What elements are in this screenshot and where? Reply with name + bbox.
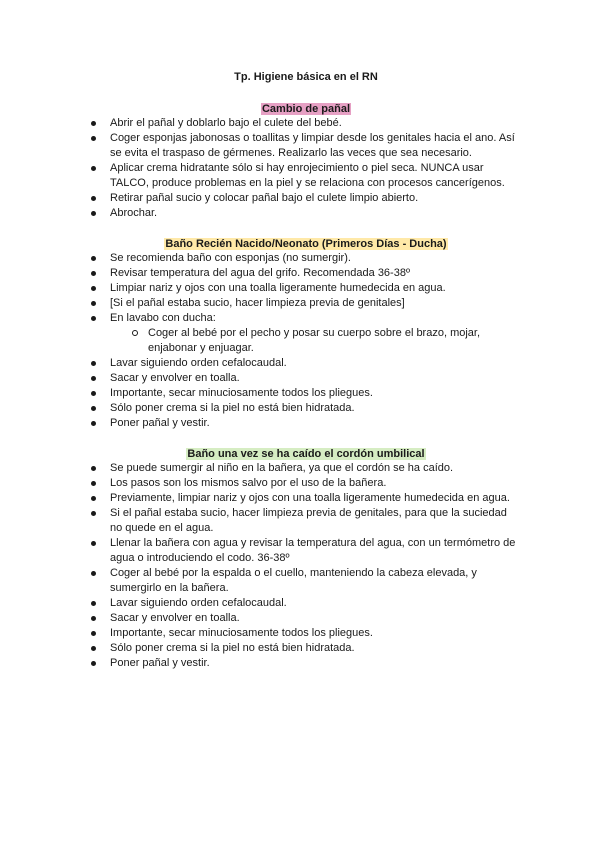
bullet-icon: [91, 616, 96, 621]
sub-list-item: Coger al bebé por el pecho y posar su cuerpo sobre el brazo, mojar, enjabonar y enjuagar.: [110, 326, 522, 356]
section-heading-row: [90, 101, 522, 116]
bullet-icon: [91, 511, 96, 516]
document-body: [90, 70, 522, 671]
list-item: Poner pañal y vestir.: [90, 656, 522, 671]
list-item: Se recomienda baño con esponjas (no sumergir).: [90, 251, 522, 266]
page-title: Tp. Higiene básica en el RN: [234, 71, 378, 83]
list-item: Aplicar crema hidratante sólo si hay enrojecimiento o piel seca. NUNCA usar TALCO, produce problemas en la piel y se relaciona con procesos cancerígenos.: [90, 161, 522, 191]
list-item: Sacar y envolver en toalla.: [90, 371, 522, 386]
bullet-icon: [91, 166, 96, 171]
bullet-icon: [91, 421, 96, 426]
list-item: Coger al bebé por la espalda o el cuello, manteniendo la cabeza elevada, y sumergirlo en la bañera.: [90, 566, 522, 596]
bullet-icon: [91, 136, 96, 141]
bullet-icon: [91, 601, 96, 606]
list-item: Abrir el pañal y doblarlo bajo el culete del bebé.: [90, 116, 522, 131]
tub-bath-list: [90, 461, 522, 671]
bullet-icon: [91, 286, 96, 291]
bullet-icon: [91, 571, 96, 576]
section-heading-newborn-bath: Baño Recién Nacido/Neonato (Primeros Días - Ducha): [165, 238, 447, 250]
spacer: [90, 221, 522, 236]
bullet-icon: [91, 496, 96, 501]
list-item: Si el pañal estaba sucio, hacer limpieza previa de genitales, para que la suciedad no quede en el agua.: [90, 506, 522, 536]
newborn-bath-list: [90, 251, 522, 431]
list-item: Los pasos son los mismos salvo por el uso de la bañera.: [90, 476, 522, 491]
list-item: Limpiar nariz y ojos con una toalla ligeramente humedecida en agua.: [90, 281, 522, 296]
list-item: Abrochar.: [90, 206, 522, 221]
list-item: Previamente, limpiar nariz y ojos con una toalla ligeramente humedecida en agua.: [90, 491, 522, 506]
list-item: Sólo poner crema si la piel no está bien hidratada.: [90, 641, 522, 656]
section-heading-row: [90, 446, 522, 461]
list-item: Importante, secar minuciosamente todos los pliegues.: [90, 386, 522, 401]
section-heading-row: [90, 236, 522, 251]
bullet-icon: [91, 121, 96, 126]
bullet-icon: [91, 466, 96, 471]
bullet-icon: [91, 391, 96, 396]
list-item: Se puede sumergir al niño en la bañera, ya que el cordón se ha caído.: [90, 461, 522, 476]
sub-list: [110, 326, 522, 356]
list-item: [Si el pañal estaba sucio, hacer limpieza previa de genitales]: [90, 296, 522, 311]
bullet-icon: [91, 316, 96, 321]
list-item: Importante, secar minuciosamente todos los pliegues.: [90, 626, 522, 641]
bullet-icon: [91, 361, 96, 366]
bullet-icon: [91, 481, 96, 486]
list-item: En lavabo con ducha: Coger al bebé por el pecho y posar su cuerpo sobre el brazo, mojar, enjabonar y enjuagar.: [90, 311, 522, 356]
list-item: Sacar y envolver en toalla.: [90, 611, 522, 626]
section-heading-diaper-change: Cambio de pañal: [261, 103, 351, 115]
bullet-icon: [91, 646, 96, 651]
list-item: Llenar la bañera con agua y revisar la temperatura del agua, con un termómetro de agua o introduciendo el codo. 36-38º: [90, 536, 522, 566]
hollow-bullet-icon: [132, 330, 138, 336]
list-item: Poner pañal y vestir.: [90, 416, 522, 431]
bullet-icon: [91, 376, 96, 381]
bullet-icon: [91, 256, 96, 261]
bullet-icon: [91, 631, 96, 636]
list-item: Revisar temperatura del agua del grifo. Recomendada 36-38º: [90, 266, 522, 281]
list-item: Lavar siguiendo orden cefalocaudal.: [90, 596, 522, 611]
bullet-icon: [91, 271, 96, 276]
list-item: Coger esponjas jabonosas o toallitas y limpiar desde los genitales hacia el ano. Así se evita el traspaso de gérmenes. Realizarlo las veces que sea necesario.: [90, 131, 522, 161]
list-item: Lavar siguiendo orden cefalocaudal.: [90, 356, 522, 371]
bullet-icon: [91, 211, 96, 216]
list-item: Sólo poner crema si la piel no está bien hidratada.: [90, 401, 522, 416]
list-item: Retirar pañal sucio y colocar pañal bajo el culete limpio abierto.: [90, 191, 522, 206]
section-heading-tub-bath: Baño una vez se ha caído el cordón umbilical: [187, 448, 425, 460]
bullet-icon: [91, 541, 96, 546]
spacer: [90, 431, 522, 446]
bullet-icon: [91, 196, 96, 201]
bullet-icon: [91, 406, 96, 411]
bullet-icon: [91, 661, 96, 666]
diaper-change-list: [90, 116, 522, 221]
bullet-icon: [91, 301, 96, 306]
